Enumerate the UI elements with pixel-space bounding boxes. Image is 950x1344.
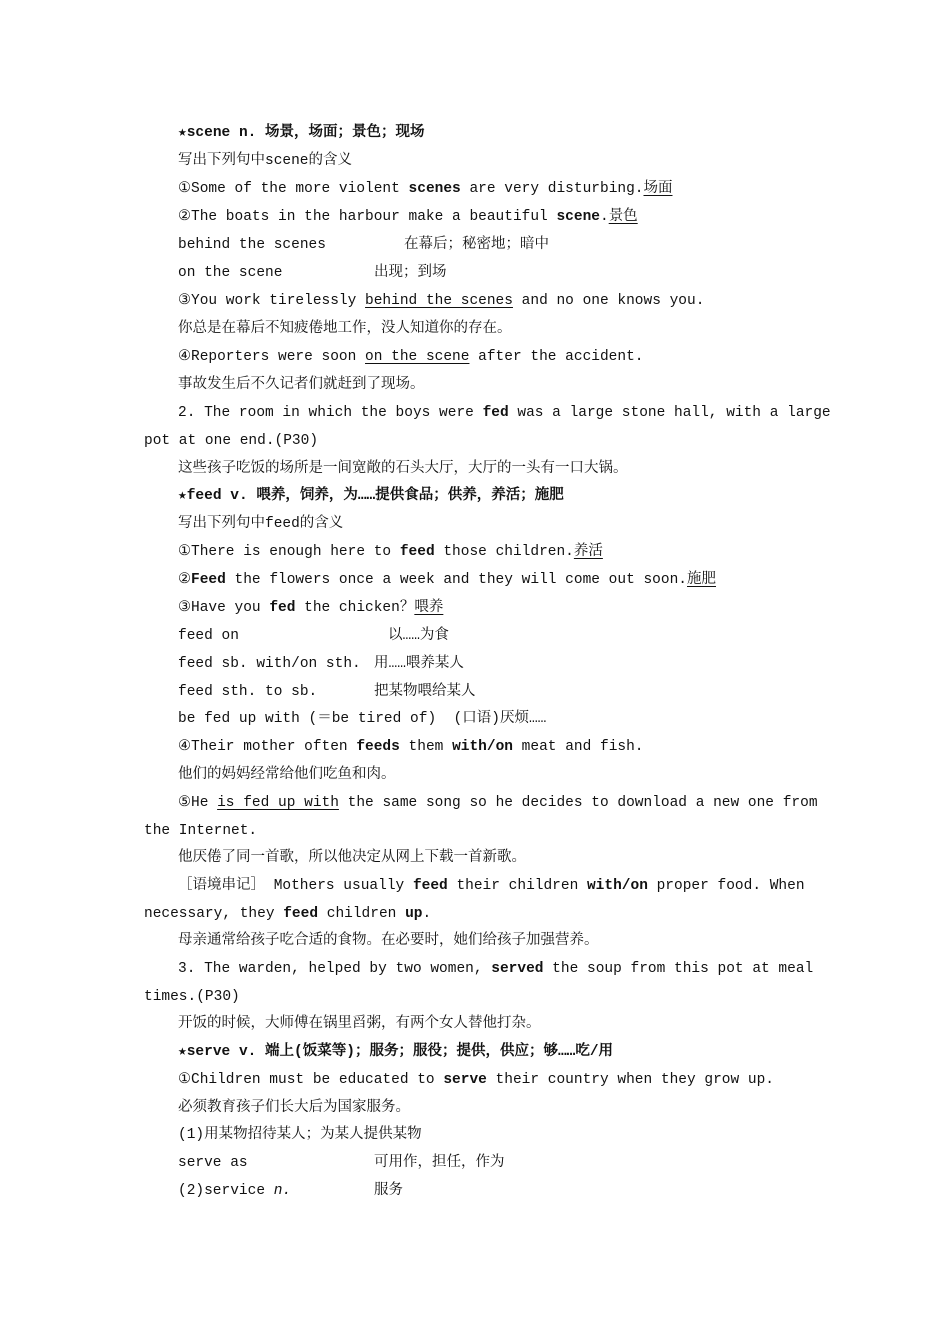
- context-note-translation: 母亲通常给孩子吃合适的食物。在必要时，她们给孩子加强营养。: [178, 933, 599, 949]
- answer: 施肥: [687, 572, 716, 588]
- feed-phrase-2: feed sb. with/on sth.: [178, 656, 361, 672]
- sentence-2-line-2: pot at one end.(P30): [144, 433, 319, 449]
- scene-task: 写出下列句中scene的含义: [178, 153, 353, 169]
- sentence-2-translation: 这些孩子吃饭的场所是一间宽敞的石头大厅，大厅的一头有一口大锅。: [178, 461, 628, 477]
- feed-example-5-line-1: ⑤He is fed up with the same song so he decides to download a new one from: [178, 795, 818, 811]
- sentence-2-line-1: 2. The room in which the boys were fed was a large stone hall, with a large: [178, 405, 831, 421]
- feed-example-5-translation: 他厌倦了同一首歌，所以他决定从网上下载一首新歌。: [178, 850, 526, 866]
- feed-phrase-4: be fed up with (＝be tired of) (口语)厌烦……: [178, 711, 547, 727]
- answer: 喂养: [414, 600, 444, 616]
- answer: 养活: [573, 544, 603, 560]
- scene-phrase-1-meaning: 在幕后；秘密地；暗中: [404, 237, 549, 253]
- scene-example-3-translation: 你总是在幕后不知疲倦地工作，没人知道你的存在。: [178, 321, 512, 337]
- sentence-3-line-1: 3. The warden, helped by two women, served the soup from this pot at meal: [178, 961, 814, 977]
- answer: 场面: [643, 181, 673, 197]
- feed-task: 写出下列句中feed的含义: [178, 516, 344, 532]
- serve-phrase-1: serve as: [178, 1155, 248, 1171]
- feed-phrase-1: feed on: [178, 628, 239, 644]
- scene-example-3: ③You work tirelessly behind the scenes and no one knows you.: [178, 293, 705, 309]
- feed-example-1: ①There is enough here to feed those children.养活: [178, 544, 603, 560]
- feed-example-2: ②Feed the flowers once a week and they will come out soon.施肥: [178, 572, 716, 588]
- serve-example-1: ①Children must be educated to serve their country when they grow up.: [178, 1072, 775, 1088]
- feed-phrase-2-meaning: 用……喂养某人: [374, 656, 464, 672]
- serve-phrase-1-meaning: 可用作，担任，作为: [374, 1155, 505, 1171]
- sentence-3-line-2: times.(P30): [144, 989, 240, 1005]
- feed-example-4-translation: 他们的妈妈经常给他们吃鱼和肉。: [178, 767, 396, 783]
- context-note-line-2: necessary, they feed children up.: [144, 906, 432, 922]
- scene-example-4-translation: 事故发生后不久记者们就赶到了现场。: [178, 377, 425, 393]
- scene-phrase-2: on the scene: [178, 265, 283, 281]
- feed-example-3: ③Have you fed the chicken？喂养: [178, 600, 444, 616]
- scene-phrase-2-meaning: 出现；到场: [374, 265, 447, 281]
- serve-point-1: (1)用某物招待某人；为某人提供某物: [178, 1127, 422, 1143]
- context-note-line-1: ［语境串记］ Mothers usually feed their children with/on proper food. When: [178, 878, 805, 894]
- answer: 景色: [608, 209, 638, 225]
- scene-heading: ★scene n. 场景，场面；景色；现场: [178, 125, 425, 141]
- serve-point-2-meaning: 服务: [374, 1183, 403, 1199]
- feed-example-4: ④Their mother often feeds them with/on meat and fish.: [178, 739, 644, 755]
- scene-phrase-1: behind the scenes: [178, 237, 326, 253]
- serve-heading: ★serve v. 端上(饭菜等)；服务；服役；提供，供应；够……吃/用: [178, 1044, 614, 1060]
- serve-point-2: (2)service n.: [178, 1183, 292, 1199]
- feed-example-5-line-2: the Internet.: [144, 823, 258, 839]
- feed-heading: ★feed v. 喂养，饲养，为……提供食品；供养，养活；施肥: [178, 488, 564, 504]
- scene-example-1: ①Some of the more violent scenes are very disturbing.场面: [178, 181, 673, 197]
- feed-phrase-3: feed sth. to sb.: [178, 684, 318, 700]
- serve-example-1-translation: 必须教育孩子们长大后为国家服务。: [178, 1100, 410, 1116]
- scene-example-2: ②The boats in the harbour make a beautiful scene.景色: [178, 209, 638, 225]
- sentence-3-translation: 开饭的时候，大师傅在锅里舀粥，有两个女人替他打杂。: [178, 1016, 541, 1032]
- feed-phrase-3-meaning: 把某物喂给某人: [374, 684, 476, 700]
- feed-phrase-1-meaning: 以……为食: [388, 628, 449, 644]
- scene-example-4: ④Reporters were soon on the scene after the accident.: [178, 349, 644, 365]
